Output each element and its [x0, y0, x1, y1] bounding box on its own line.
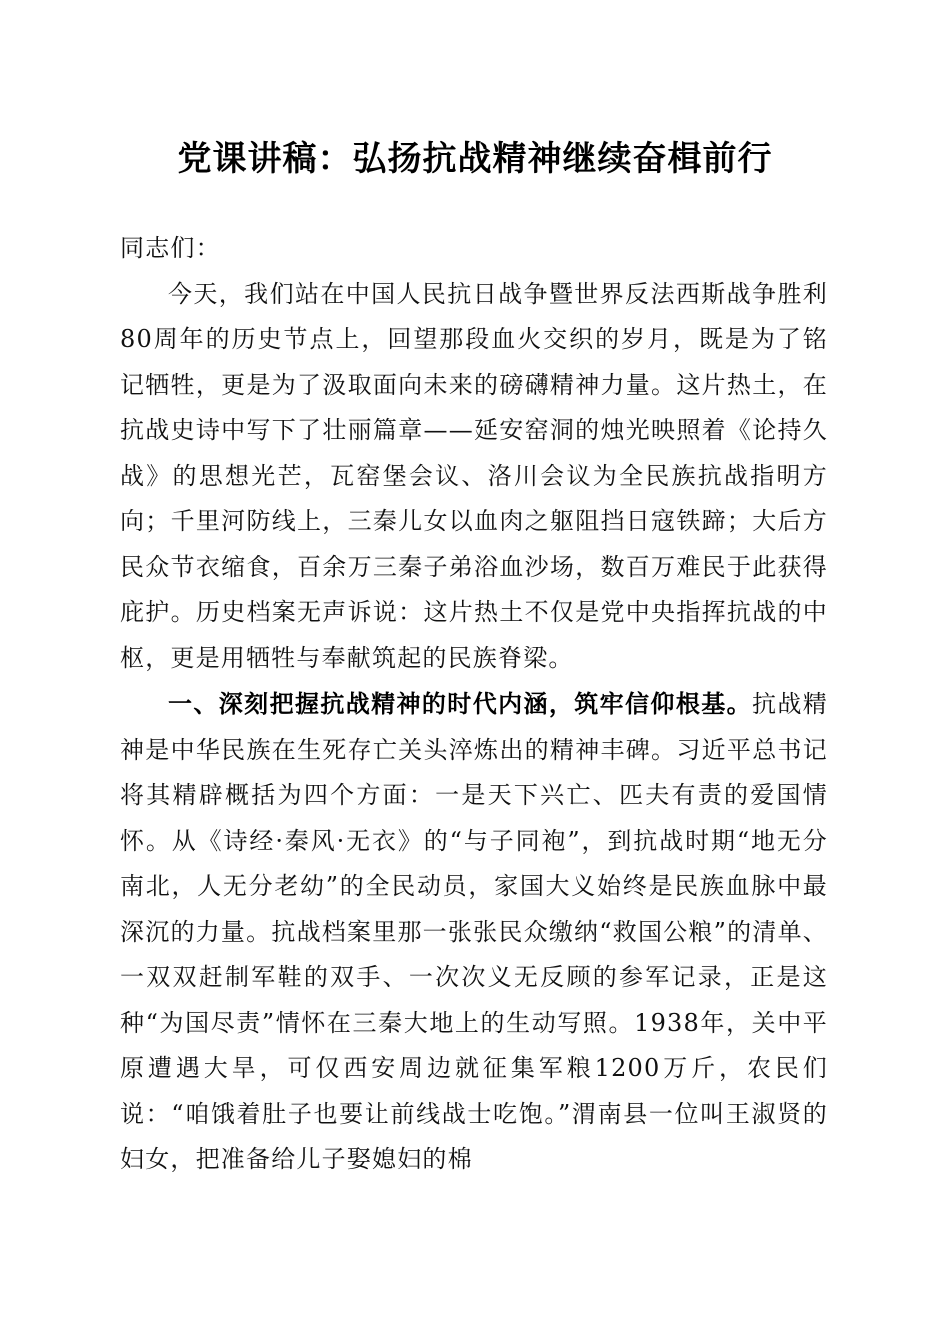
- section-1-body: 抗战精神是中华民族在生死存亡关头淬炼出的精神丰碑。习近平总书记将其精辟概括为四个方面：一是天下兴亡、匹夫有责的爱国情怀。从《诗经·秦风·无衣》的“与子同袍”，到抗战时期“地无分南北，人无分老幼”的全民动员，家国大义始终是民族血脉中最深沉的力量。抗战档案里那一张张民众缴纳“救国公粮”的清单、一双双赶制军鞋的双手、一次次义无反顾的参军记录，正是这种“为国尽责”情怀在三秦大地上的生动写照。1938年，关中平原遭遇大旱，可仅西安周边就征集军粮1200万斤，农民们说：“咱饿着肚子也要让前线战士吃饱。”渭南县一位叫王淑贤的妇女，把准备给儿子娶媳妇的棉: [120, 690, 828, 1173]
- document-body: [120, 226, 828, 1183]
- section-1-paragraph: [120, 681, 828, 1183]
- greeting-line: 同志们：: [120, 234, 221, 262]
- section-1-heading: 一、深刻把握抗战精神的时代内涵，筑牢信仰根基。: [168, 689, 752, 718]
- intro-paragraph: 今天，我们站在中国人民抗日战争暨世界反法西斯战争胜利80周年的历史节点上，回望那段血火交织的岁月，既是为了铭记牺牲，更是为了汲取面向未来的磅礴精神力量。这片热土，在抗战史诗中写下了壮丽篇章——延安窑洞的烛光映照着《论持久战》的思想光芒，瓦窑堡会议、洛川会议为全民族抗战指明方向；千里河防线上，三秦儿女以血肉之躯阻挡日寇铁蹄；大后方民众节衣缩食，百余万三秦子弟浴血沙场，数百万难民于此获得庇护。历史档案无声诉说：这片热土不仅是党中央指挥抗战的中枢，更是用牺牲与奉献筑起的民族脊梁。: [120, 279, 828, 672]
- document-title: 党课讲稿：弘扬抗战精神继续奋楫前行: [177, 139, 773, 179]
